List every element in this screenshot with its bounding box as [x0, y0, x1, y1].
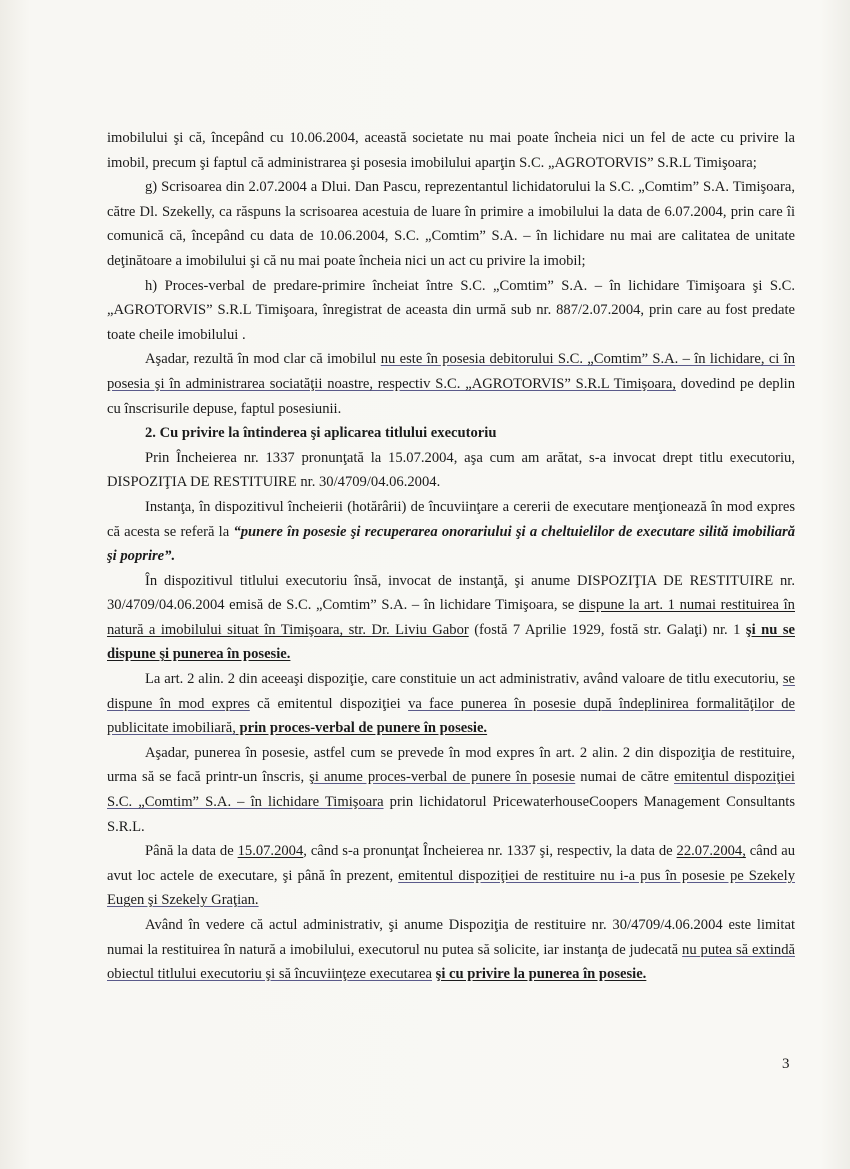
conclusion-end: dovedind pe deplin cu înscrisurile depuse, faptul posesiunii.	[107, 375, 795, 417]
art2-text: La art. 2 alin. 2 din aceeaşi dispoziţie, care constituie un act administrativ, având valoare de titlu executoriu,	[145, 671, 783, 688]
dispozitiv-underlined: dispune la art. 1 numai restituirea în natură a imobilului situat în Timişoara, str. Dr. Liviu Gabor	[107, 597, 795, 638]
pana-underlined: emitentul dispoziţiei de restituire nu i-a pus în posesie pe Szekely Eugen şi Szekely Graţian.	[107, 867, 795, 909]
paragraph-item-g: g) Scrisoarea din 2.07.2004 a Dlui. Dan Pascu, reprezentantul lichidatorului la S.C. „Comtim” S.A. Timişoara, către Dl. Szekelly, ca răspuns la scrisoarea acestuia de luare în primire a imobilului la data de 6.07.2004, prin care îi comunică că, începând cu data de 10.06.2004, S.C. „Comtim” S.A. – în lichidare nu mai are calitatea de unitate deţinătoare a imobilului şi că nu mai poate încheia nici un act cu privire la imobil;	[107, 179, 795, 269]
dispozitiv-text: În dispozitivul titlului executoriu însă, invocat de instanţă, şi anume DISPOZIŢIA DE RESTITUIRE nr. 30/4709/04.06.2004 emisă de S.C. „Comtim” S.A. – în lichidare Timişoara, se	[107, 572, 795, 614]
punere-mid: numai de către	[575, 769, 675, 786]
avand-underlined: nu putea să extindă obiectul titlului executoriu şi să încuviinţeze executarea	[107, 941, 795, 983]
paragraph-instanta	[107, 495, 795, 569]
art2-bold: prin proces-verbal de punere în posesie.	[235, 720, 488, 737]
pana-mid-2: când au avut loc actele de executare, şi până în prezent,	[107, 843, 796, 884]
dispozitiv-mid: (fostă 7 Aprilie 1929, fostă str. Galaţi) nr. 1	[468, 621, 746, 638]
paragraph-pana-la	[107, 839, 795, 913]
paragraph-dispozitiv	[107, 569, 795, 667]
paragraph-item-h: h) Proces-verbal de predare-primire încheiat între S.C. „Comtim” S.A. – în lichidare Timişoara şi S.C. „AGROTORVIS” S.R.L Timişoara, înregistrat de aceasta din urmă sub nr. 887/2.07.2004, prin care au fost predate toate cheile imobilului .	[107, 277, 795, 343]
pana-text: Până la data de	[145, 843, 238, 860]
paragraph-incheiere: Prin Încheierea nr. 1337 pronunţată la 15.07.2004, aşa cum am arătat, s-a invocat drept titlu executoriu, DISPOZIŢIA DE RESTITUIRE nr. 30/4709/04.06.2004.	[107, 449, 795, 491]
paragraph-avand	[107, 913, 795, 987]
avand-bold: şi cu privire la punerea în posesie.	[435, 966, 647, 983]
date-2: 22.07.2004,	[676, 843, 746, 860]
instanta-text: Instanţa, în dispozitivul încheierii (hotărârii) de încuviinţare a cererii de executare menţionează în mod expres că acesta se referă la	[107, 498, 795, 540]
punere-end: prin lichidatorul PricewaterhouseCoopers Management Consultants S.R.L.	[107, 794, 796, 835]
page-number: 3	[782, 1056, 790, 1072]
conclusion-underlined: nu este în posesia debitorului S.C. „Comtim” S.A. – în lichidare, ci în posesia şi în administrarea sociatăţii noastre, respectiv S.C. „AGROTORVIS” S.R.L Timişoara,	[107, 351, 796, 392]
pana-mid-1: , când s-a pronunţat Încheierea nr. 1337 şi, respectiv, la data de	[303, 843, 677, 860]
paragraph-conclusion	[107, 347, 795, 421]
date-1: 15.07.2004	[237, 843, 304, 860]
punere-underlined-2: emitentul dispoziţiei S.C. „Comtim” S.A. – în lichidare Timişoara	[107, 769, 795, 811]
art2-underlined-1: se dispune în mod expres	[107, 671, 795, 712]
art2-underlined-2: va face punerea în posesie după îndeplinirea formalităţilor de publicitate imobiliară,	[107, 695, 796, 737]
punere-underlined-1: şi anume proces-verbal de punere în posesie	[309, 769, 576, 786]
paragraph-imobil: imobilului şi că, începând cu 10.06.2004, această societate nu mai poate încheia nici un fel de acte cu privire la imobil, precum şi faptul că administrarea şi posesia imobilului aparţin S.C. „AGROTORVIS” S.R.L Timişoara;	[107, 130, 795, 171]
document-body	[107, 126, 795, 987]
paragraph-punere	[107, 741, 795, 839]
instanta-quote: “punere în posesie şi recuperarea onorariului şi a cheltuielilor de executare silită imobiliară şi poprire”.	[107, 523, 795, 565]
avand-text: Având în vedere că actul administrativ, şi anume Dispoziţia de restituire nr. 30/4709/4.06.2004 este limitat numai la restituirea în natură a imobilului, executorul nu putea să solicite, iar instanţa de judecată	[107, 917, 795, 958]
art2-mid: că emitentul dispoziţiei	[249, 695, 409, 712]
paragraph-art2	[107, 667, 795, 741]
conclusion-intro: Aşadar, rezultă în mod clar că imobilul	[145, 351, 381, 368]
dispozitiv-bold: şi nu se dispune şi punerea în posesie.	[107, 621, 795, 663]
section-heading: 2. Cu privire la întinderea şi aplicarea titlului executoriu	[145, 425, 497, 442]
punere-text: Aşadar, punerea în posesie, astfel cum se prevede în mod expres în art. 2 alin. 2 din dispoziţia de restituire, urma să se facă printr-un înscris,	[107, 744, 795, 786]
